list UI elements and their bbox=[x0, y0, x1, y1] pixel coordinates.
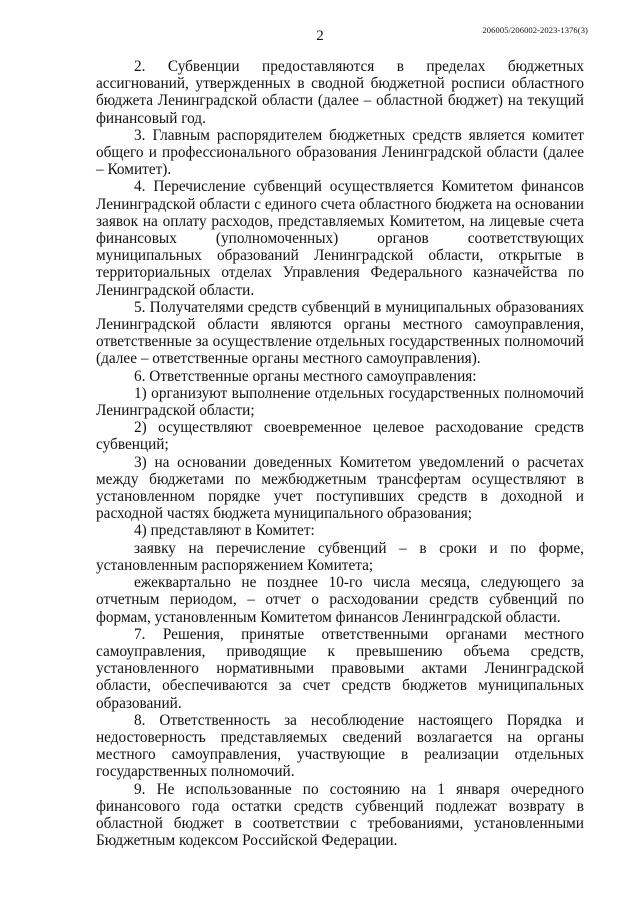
paragraph-4: 4. Перечисление субвенций осуществляется Комитетом финансов Ленинградской области с единого счета областного бюджета на основании заявок на оплату расходов, представляемых Комитетом, на лицевые счета финансовых (уполномоченных) органов соответствующих муниципальных образований Ленинградской области, открытые в территориальных отделах Управления Федерального казначейства по Ленинградской области. bbox=[96, 178, 584, 299]
paragraph-6-item-4: 4) представляют в Комитет: bbox=[134, 522, 315, 540]
paragraph-7: 7. Решения, принятые ответственными органами местного самоуправления, приводящие к превышению объема средств, установленного нормативными правовыми актами Ленинградской области, обеспечиваются за счет средств бюджетов муниципальных образований. bbox=[96, 625, 584, 712]
paragraph-6-item-4-sub-2: ежеквартально не позднее 10-го числа месяца, следующего за отчетным периодом, – отчет о расходовании средств субвенций по формам, установленным Комитетом финансов Ленинградской области. bbox=[96, 574, 584, 626]
paragraph-2: 2. Субвенции предоставляются в пределах бюджетных ассигнований, утвержденных в сводной бюджетной росписи областного бюджета Ленинградской области (далее – областной бюджет) на текущий финансовый год. bbox=[96, 58, 584, 127]
paragraph-6: 6. Ответственные органы местного самоуправления: bbox=[134, 367, 477, 385]
paragraph-3: 3. Главным распорядителем бюджетных средств является комитет общего и профессионального образования Ленинградской области (далее – Комитет). bbox=[96, 126, 584, 179]
paragraph-6-item-1: 1) организуют выполнение отдельных государственных полномочий Ленинградской области; bbox=[96, 384, 584, 420]
paragraph-8: 8. Ответственность за несоблюдение настоящего Порядка и недостоверность представляемых сведений возлагается на органы местного самоуправления, участвующие в реализации отдельных государственных полномочий. bbox=[96, 711, 584, 781]
document-body bbox=[96, 58, 584, 849]
document-id: 206005/206002-2023-1376(3) bbox=[482, 25, 588, 35]
paragraph-6-item-4-sub-1: заявку на перечисление субвенций – в сроки и по форме, установленным распоряжением Комитета; bbox=[96, 539, 584, 574]
paragraph-5: 5. Получателями средств субвенций в муниципальных образованиях Ленинградской области являются органы местного самоуправления, ответственные за осуществление отдельных государственных полномочий (далее – ответственные органы местного самоуправления). bbox=[96, 298, 584, 368]
paragraph-9: 9. Не использованные по состоянию на 1 января очередного финансового года остатки средств субвенций подлежат возврату в областной бюджет в соответствии с требованиями, установленными Бюджетным кодексом Российской Федерации. bbox=[96, 780, 584, 850]
paragraph-6-item-3: 3) на основании доведенных Комитетом уведомлений о расчетах между бюджетами по межбюджетным трансфертам осуществляют в установленном порядке учет поступивших средств в доходной и расходной частях бюджета муниципального образования; bbox=[96, 453, 584, 523]
paragraph-6-item-2: 2) осуществляют своевременное целевое расходование средств субвенций; bbox=[96, 419, 584, 454]
page-number: 2 bbox=[316, 28, 324, 44]
